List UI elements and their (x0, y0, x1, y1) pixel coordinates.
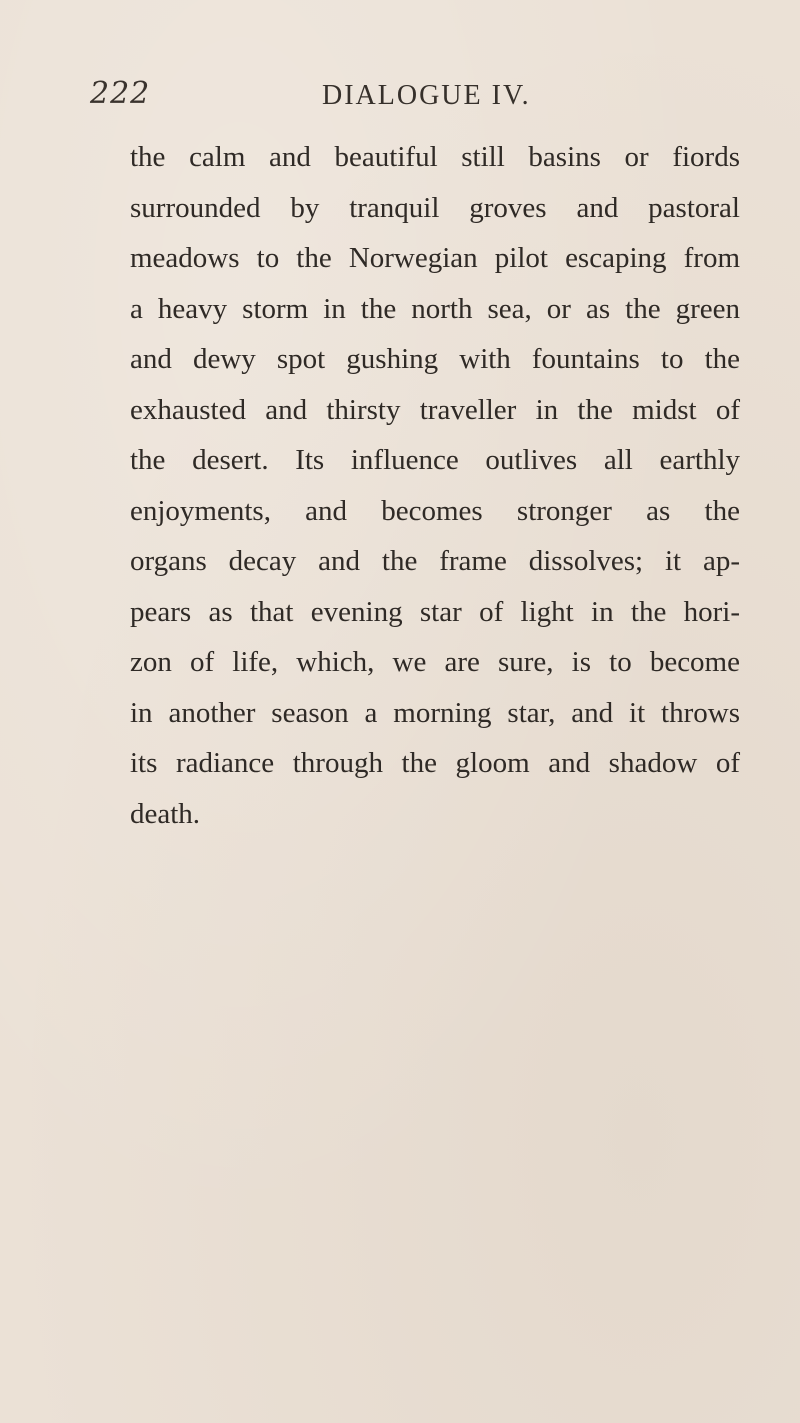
page-number: 222 (90, 76, 151, 111)
chapter-title: DIALOGUE IV. (322, 80, 531, 111)
text-line: organs decay and the frame dissolves; it ap- (130, 545, 740, 577)
text-line: the calm and beautiful still basins or fiords (130, 141, 740, 173)
text-line: surrounded by tranquil groves and pastoral (130, 191, 740, 224)
text-line: the desert. Its influence outlives all earthly (130, 444, 740, 476)
text-line: its radiance through the gloom and shadow of (130, 747, 740, 779)
text-line: exhausted and thirsty traveller in the midst of (130, 393, 740, 426)
text-line: and dewy spot gushing with fountains to the (130, 343, 740, 375)
text-line: meadows to the Norwegian pilot escaping from (130, 242, 740, 274)
text-line: in another season a morning star, and it throws (130, 696, 740, 729)
text-line: pears as that evening star of light in the hori- (130, 595, 740, 628)
body-text (130, 132, 740, 839)
running-head (90, 76, 730, 116)
text-line: a heavy storm in the north sea, or as the green (130, 292, 740, 325)
text-line: enjoyments, and becomes stronger as the (130, 494, 740, 527)
text-line: zon of life, which, we are sure, is to become (130, 646, 740, 678)
text-line: death. (130, 797, 201, 830)
